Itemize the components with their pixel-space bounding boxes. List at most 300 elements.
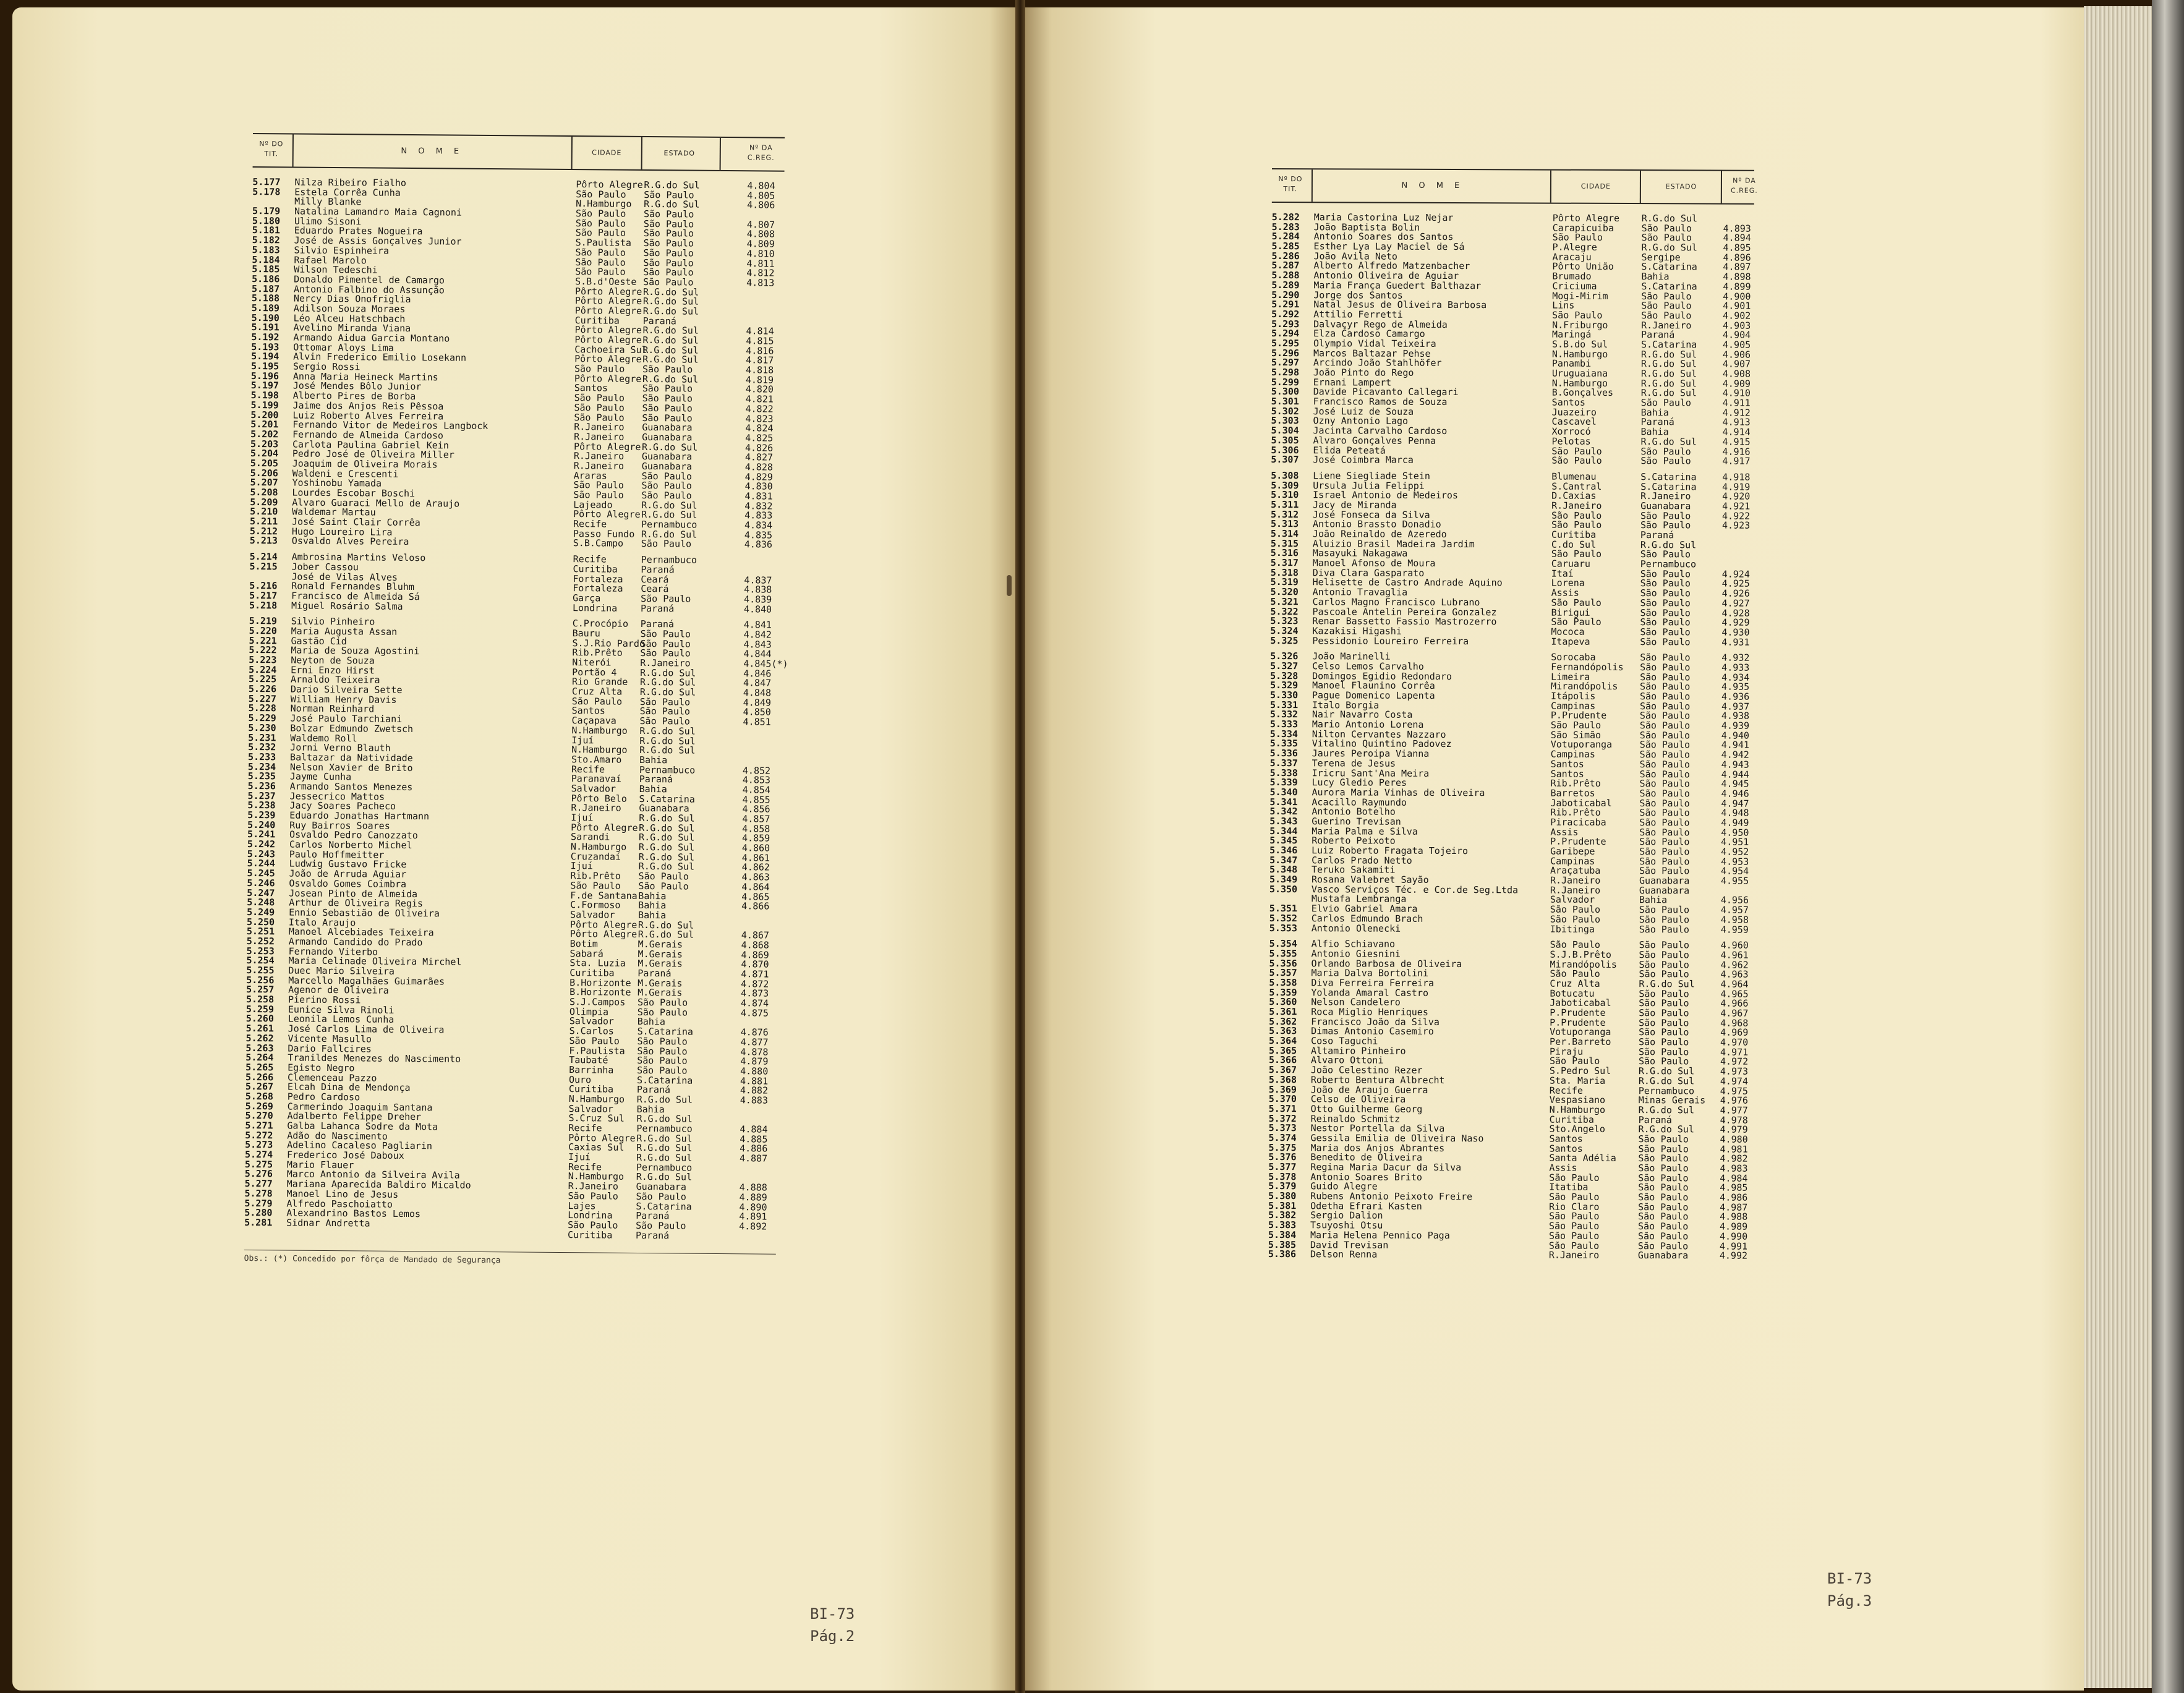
title-number: 5.323 bbox=[1270, 615, 1299, 627]
city: Ouro bbox=[568, 1073, 592, 1085]
member-name: Acacillo Raymundo bbox=[1312, 796, 1407, 808]
registration-number: 4.820 bbox=[745, 383, 774, 396]
city: R.Janeiro bbox=[1551, 500, 1602, 511]
state: São Paulo bbox=[1639, 1007, 1689, 1019]
registration-number: 4.813 bbox=[746, 277, 775, 289]
city: S.Cruz Sul bbox=[568, 1112, 625, 1125]
state: Bahia bbox=[638, 890, 667, 902]
title-number: 5.253 bbox=[246, 945, 275, 957]
member-name: Domingos Egidio Redondaro bbox=[1312, 670, 1452, 682]
registration-number: 4.924 bbox=[1721, 568, 1750, 580]
member-name: Jaures Peroipa Vianna bbox=[1312, 748, 1430, 760]
city: São Paulo bbox=[1552, 231, 1603, 244]
state: São Paulo bbox=[643, 257, 694, 269]
city: Assis bbox=[1550, 826, 1579, 838]
member-name: Carlos Edmundo Brach bbox=[1311, 913, 1423, 924]
member-name: Celso Lemos Carvalho bbox=[1312, 660, 1424, 672]
member-name: Alfredo Paschoiatto bbox=[286, 1197, 393, 1210]
registration-number bbox=[741, 1018, 784, 1019]
city: Campinas bbox=[1550, 700, 1596, 712]
title-number: 5.350 bbox=[1269, 883, 1298, 895]
title-number: 5.179 bbox=[252, 205, 281, 217]
registration-number: 4.984 bbox=[1720, 1172, 1748, 1184]
registration-number bbox=[746, 288, 790, 289]
registration-number: 4.887 bbox=[739, 1153, 768, 1164]
title-number: 5.272 bbox=[245, 1129, 273, 1141]
member-name: Neyton de Souza bbox=[291, 654, 375, 667]
bulletin-code: BI-73 bbox=[810, 1605, 855, 1623]
city: Rio Grande bbox=[571, 676, 628, 688]
state: S.Catarina bbox=[637, 1026, 693, 1038]
title-number: 5.260 bbox=[245, 1013, 274, 1025]
registration-number: 4.943 bbox=[1721, 759, 1749, 770]
member-name: Alberto Alfredo Matzenbacher bbox=[1313, 260, 1470, 272]
city: São Paulo bbox=[1551, 510, 1602, 521]
city: Criciuma bbox=[1552, 280, 1597, 292]
state: R.G.do Sul bbox=[638, 929, 694, 940]
registration-number: 4.919 bbox=[1722, 481, 1751, 493]
state: R.G.do Sul bbox=[642, 296, 699, 307]
title-number: 5.368 bbox=[1268, 1073, 1297, 1085]
member-name: Rafael Marolo bbox=[294, 254, 367, 266]
title-number: 5.182 bbox=[252, 234, 280, 246]
title-number: 5.320 bbox=[1270, 586, 1299, 598]
city: Itatiba bbox=[1549, 1181, 1589, 1193]
member-name: Armando Aidua Garcia Montano bbox=[293, 331, 450, 344]
title-number: 5.189 bbox=[251, 302, 280, 314]
registration-number: 4.972 bbox=[1720, 1055, 1749, 1068]
city: B.Horizonte bbox=[569, 986, 631, 999]
title-number: 5.192 bbox=[251, 331, 279, 343]
state: São Paulo bbox=[1638, 1143, 1689, 1154]
title-number: 5.248 bbox=[247, 897, 275, 908]
title-number: 5.185 bbox=[252, 263, 280, 275]
city: Xorrocó bbox=[1551, 425, 1591, 437]
state: São Paulo bbox=[1639, 836, 1690, 848]
state: São Paulo bbox=[1640, 681, 1691, 693]
registration-number: 4.981 bbox=[1720, 1143, 1748, 1155]
member-name: Ambrosina Martins Veloso bbox=[291, 551, 426, 564]
city: Pôrto Alegre bbox=[574, 305, 642, 317]
state: São Paulo bbox=[1639, 1017, 1689, 1029]
title-number: 5.336 bbox=[1269, 748, 1298, 759]
city: Rio Claro bbox=[1549, 1201, 1600, 1213]
registration-number: 4.894 bbox=[1723, 232, 1751, 244]
city: N.Hamburgo bbox=[1549, 1104, 1606, 1115]
state: R.G.do Sul bbox=[636, 1093, 693, 1106]
city: S.B.Campo bbox=[573, 537, 624, 550]
state: São Paulo bbox=[1638, 1211, 1689, 1222]
city: Maringá bbox=[1552, 328, 1592, 341]
member-name: Jorge dos Santos bbox=[1313, 289, 1403, 301]
city: São Paulo bbox=[575, 217, 626, 229]
registration-number: 4.825 bbox=[745, 432, 774, 444]
state: S.Catarina bbox=[1641, 261, 1697, 273]
member-name: Clemenceau Pazzo bbox=[287, 1072, 377, 1084]
registration-number: 4.896 bbox=[1723, 252, 1751, 263]
state: R.G.do Sul bbox=[639, 822, 695, 834]
city: R.Janeiro bbox=[573, 450, 625, 462]
registration-number: 4.978 bbox=[1720, 1114, 1748, 1126]
member-name: Eunice Silva Rinoli bbox=[288, 1004, 395, 1016]
state: São Paulo bbox=[1640, 636, 1691, 647]
member-name: Nilton Cervantes Nazzaro bbox=[1312, 728, 1446, 740]
title-number: 5.256 bbox=[246, 974, 275, 986]
title-number: 5.288 bbox=[1271, 270, 1300, 281]
city: S.B.do Sul bbox=[1551, 338, 1608, 350]
member-name: Armando Santos Menezes bbox=[289, 780, 413, 793]
city: N.Hamburgo bbox=[568, 1093, 625, 1105]
state: São Paulo bbox=[1639, 720, 1691, 731]
city: Carapicuiba bbox=[1552, 222, 1615, 234]
city: São Paulo bbox=[1548, 1230, 1600, 1242]
state: São Paulo bbox=[1641, 222, 1692, 234]
registration-number: 4.937 bbox=[1721, 701, 1750, 712]
title-number: 5.197 bbox=[250, 380, 279, 391]
member-name: Tsuyoshi Otsu bbox=[1310, 1219, 1383, 1231]
member-name: Manoel Alcebiades Teixeira bbox=[288, 926, 434, 939]
city: C.Procópio bbox=[572, 618, 629, 630]
city: São Paulo bbox=[1551, 548, 1602, 560]
city: Recife bbox=[573, 553, 607, 565]
member-name: Aurora Maria Vinhas de Oliveira bbox=[1312, 787, 1485, 799]
state: R.G.do Sul bbox=[1640, 377, 1697, 390]
member-name: Sidnar Andretta bbox=[286, 1217, 370, 1229]
title-number: 5.348 bbox=[1269, 864, 1298, 876]
member-name: Italo Araujo bbox=[288, 916, 356, 928]
city: P.Alegre bbox=[1552, 241, 1597, 253]
registration-number: 4.975 bbox=[1720, 1085, 1748, 1097]
city: São Paulo bbox=[1551, 616, 1602, 628]
city: Curitiba bbox=[574, 314, 620, 326]
city: Barretos bbox=[1550, 787, 1595, 799]
state: R.G.do Sul bbox=[641, 499, 697, 511]
title-number: 5.369 bbox=[1268, 1083, 1297, 1095]
member-name: Dario Silveira Sette bbox=[290, 683, 403, 696]
registration-number: 4.909 bbox=[1722, 378, 1751, 390]
state: Pernambuco bbox=[636, 1122, 693, 1135]
title-number: 5.328 bbox=[1270, 670, 1299, 681]
city: Jaboticabal bbox=[1550, 997, 1611, 1009]
city: São Paulo bbox=[1550, 968, 1600, 980]
city: São Paulo bbox=[568, 1190, 618, 1202]
city: Passo Fundo bbox=[573, 527, 635, 540]
registration-number bbox=[743, 737, 786, 738]
member-name: Norman Reinhard bbox=[290, 702, 375, 715]
city: Sta. Maria bbox=[1549, 1075, 1606, 1086]
state: São Paulo bbox=[1640, 578, 1691, 589]
registration-number: 4.892 bbox=[739, 1221, 767, 1232]
title-number: 5.353 bbox=[1269, 922, 1297, 934]
state: R.G.do Sul bbox=[636, 1132, 693, 1145]
registration-number: 4.869 bbox=[741, 949, 769, 961]
city: Rib.Prêto bbox=[572, 647, 623, 659]
registration-number: 4.946 bbox=[1721, 788, 1749, 800]
state: São Paulo bbox=[1639, 729, 1691, 741]
city: Pôrto Alegre bbox=[1552, 212, 1620, 224]
member-name: José Carlos Lima de Oliveira bbox=[288, 1023, 445, 1036]
registration-number: 4.882 bbox=[740, 1085, 769, 1096]
city: São Paulo bbox=[574, 411, 625, 424]
member-name: José Coimbra Marca bbox=[1313, 454, 1414, 466]
registration-number: 4.874 bbox=[740, 997, 769, 1009]
registration-number: 4.834 bbox=[744, 519, 773, 531]
state: São Paulo bbox=[1640, 607, 1691, 618]
state: São Paulo bbox=[1638, 1153, 1689, 1164]
state: Paraná bbox=[1641, 329, 1675, 341]
member-name: Carlos Norberto Michel bbox=[289, 838, 412, 851]
registration-number bbox=[741, 911, 785, 912]
title-number: 5.332 bbox=[1269, 709, 1299, 720]
registration-number: 4.897 bbox=[1723, 261, 1751, 273]
state: São Paulo bbox=[639, 706, 691, 718]
city: C.Formoso bbox=[570, 899, 621, 911]
title-number: 5.277 bbox=[244, 1178, 273, 1190]
registration-number: 4.922 bbox=[1722, 510, 1751, 522]
city: Niterói bbox=[572, 657, 612, 668]
state: R.G.do Sul bbox=[1640, 368, 1697, 380]
state: R.G.do Sul bbox=[642, 305, 699, 317]
title-number: 5.379 bbox=[1268, 1180, 1297, 1192]
state: São Paulo bbox=[1639, 923, 1690, 935]
city: Recife bbox=[568, 1122, 602, 1134]
state: São Paulo bbox=[1639, 855, 1690, 868]
header-num: Nº DO TIT. bbox=[259, 140, 284, 158]
member-name: Delson Renna bbox=[1310, 1248, 1378, 1260]
registration-number: 4.941 bbox=[1721, 739, 1749, 751]
header-nome: N O M E bbox=[401, 146, 464, 156]
registration-number: 4.812 bbox=[746, 267, 775, 279]
member-name: Manoel Flaunino Corrêa bbox=[1312, 680, 1435, 692]
page-number: Pág.2 bbox=[810, 1627, 855, 1645]
city: São Paulo bbox=[575, 208, 626, 220]
page-number: Pág.3 bbox=[1827, 1592, 1872, 1610]
member-name: Waldemar Martau bbox=[292, 506, 376, 518]
state: R.G.do Sul bbox=[639, 676, 696, 689]
registration-number: 4.991 bbox=[1719, 1240, 1748, 1252]
registration-number: 4.958 bbox=[1720, 914, 1749, 926]
member-name: Nercy Dias Onofriglia bbox=[293, 292, 411, 305]
title-number: 5.287 bbox=[1271, 260, 1300, 271]
city: R.Janeiro bbox=[574, 430, 625, 443]
state: Guanabara bbox=[641, 460, 693, 472]
city: Santos bbox=[1551, 396, 1585, 408]
right-table-body bbox=[1268, 213, 1754, 1261]
city: Pôrto Alegre bbox=[574, 285, 642, 297]
title-number: 5.352 bbox=[1269, 912, 1297, 924]
city: C.do Sul bbox=[1551, 539, 1597, 550]
city: Pôrto Alegre bbox=[574, 353, 642, 365]
title-number: 5.326 bbox=[1270, 650, 1299, 662]
title-number: 5.294 bbox=[1271, 328, 1300, 339]
title-number: 5.331 bbox=[1269, 699, 1299, 710]
city: São Paulo bbox=[573, 489, 624, 501]
state: São Paulo bbox=[643, 208, 694, 220]
state: Ceará bbox=[641, 583, 669, 595]
page-number-right bbox=[1827, 1567, 1872, 1612]
title-number: 5.351 bbox=[1269, 903, 1298, 915]
left-register-table bbox=[244, 133, 788, 1268]
member-name: Luiz Roberto Fragata Tojeiro bbox=[1312, 845, 1469, 857]
title-number: 5.286 bbox=[1271, 250, 1300, 262]
member-name: Antonio Oliveira de Aguiar bbox=[1313, 270, 1459, 282]
member-name: Coso Taguchi bbox=[1311, 1035, 1378, 1047]
title-number: 5.290 bbox=[1271, 289, 1300, 301]
title-number: 5.276 bbox=[244, 1168, 273, 1180]
header-num: Nº DO TIT. bbox=[1278, 175, 1303, 193]
title-number: 5.318 bbox=[1270, 566, 1299, 578]
city: D.Caxias bbox=[1551, 490, 1597, 502]
member-name: Fernando Viterbo bbox=[288, 945, 378, 958]
title-number: 5.177 bbox=[252, 176, 281, 188]
title-number: 5.298 bbox=[1271, 366, 1300, 378]
registration-number: 4.903 bbox=[1723, 320, 1751, 331]
title-number: 5.262 bbox=[245, 1032, 274, 1044]
city: Ibitinga bbox=[1550, 923, 1595, 935]
title-number: 5.364 bbox=[1269, 1035, 1297, 1047]
registration-number: 4.862 bbox=[741, 861, 770, 874]
title-number: 5.238 bbox=[247, 800, 276, 811]
registration-number: 4.855 bbox=[742, 793, 770, 806]
registration-number: 4.849 bbox=[743, 697, 772, 709]
registration-number: 4.847 bbox=[743, 677, 772, 689]
member-name: Waldeni e Crescenti bbox=[292, 467, 399, 480]
registration-number: 4.872 bbox=[741, 978, 769, 990]
registration-number: 4.893 bbox=[1723, 223, 1751, 234]
member-name: Rosana Valebret Sayão bbox=[1311, 874, 1429, 885]
member-name: Joaquim de Oliveira Morais bbox=[292, 458, 438, 471]
state: Paraná bbox=[1640, 416, 1674, 428]
state: São Paulo bbox=[1638, 1201, 1689, 1213]
title-number: 5.284 bbox=[1271, 231, 1300, 242]
title-number: 5.181 bbox=[252, 224, 280, 236]
city: Limeira bbox=[1551, 671, 1590, 683]
member-name: Benedito de Oliveira bbox=[1310, 1151, 1423, 1164]
title-number: 5.270 bbox=[245, 1110, 273, 1122]
state: R.G.do Sul bbox=[636, 1142, 693, 1154]
title-number: 5.247 bbox=[247, 887, 275, 898]
member-name: Jacy de Miranda bbox=[1313, 499, 1397, 511]
city: Campinas bbox=[1550, 855, 1595, 867]
member-name: Natalina Lamandro Maia Cagnoni bbox=[294, 205, 463, 218]
registration-number: 4.886 bbox=[740, 1143, 768, 1154]
state: São Paulo bbox=[637, 1035, 688, 1047]
state: Paraná bbox=[639, 774, 673, 785]
registration-number: 4.878 bbox=[740, 1046, 769, 1058]
registration-number: 4.810 bbox=[746, 248, 775, 260]
city: N.Hamburgo bbox=[570, 841, 627, 853]
state: São Paulo bbox=[1639, 787, 1690, 800]
registration-number: 4.859 bbox=[741, 832, 770, 844]
state: R.G.do Sul bbox=[642, 344, 699, 356]
title-number: 5.278 bbox=[244, 1187, 273, 1200]
title-number: 5.367 bbox=[1268, 1064, 1297, 1076]
registration-number: 4.827 bbox=[744, 451, 774, 463]
registration-number: 4.841 bbox=[743, 619, 772, 631]
city: São Paulo bbox=[1550, 939, 1600, 951]
page-number-left bbox=[810, 1603, 855, 1647]
registration-number: 4.836 bbox=[744, 539, 773, 551]
registration-number: 4.970 bbox=[1720, 1036, 1749, 1048]
member-name: Dalvaçyr Rego de Almeida bbox=[1313, 318, 1448, 330]
title-number: 5.279 bbox=[244, 1197, 273, 1209]
state: São Paulo bbox=[643, 237, 694, 249]
registration-number: 4.877 bbox=[740, 1036, 769, 1048]
registration-number: 4.876 bbox=[740, 1026, 769, 1038]
city: Sabará bbox=[569, 947, 604, 960]
title-number: 5.312 bbox=[1271, 508, 1299, 520]
registration-number: 4.832 bbox=[744, 500, 773, 512]
registration-number: 4.954 bbox=[1721, 865, 1749, 877]
registration-number: 4.912 bbox=[1722, 407, 1751, 419]
title-number: 5.265 bbox=[245, 1061, 274, 1073]
registration-number bbox=[743, 727, 786, 728]
city: P.Prudente bbox=[1550, 1017, 1606, 1028]
member-name: Sergio Rossi bbox=[292, 360, 360, 373]
member-name: Mario Antonio Lorena bbox=[1312, 719, 1424, 730]
member-name: Pague Domenico Lapenta bbox=[1312, 689, 1435, 701]
member-name: Orlando Barbosa de Oliveira bbox=[1311, 957, 1462, 970]
city: Pôrto Alegre bbox=[574, 372, 642, 385]
state: R.Janeiro bbox=[1640, 490, 1691, 502]
registration-number: 4.971 bbox=[1720, 1046, 1749, 1058]
registration-number bbox=[740, 1115, 783, 1116]
city: Pôrto Alegre bbox=[573, 440, 641, 453]
member-name: Adão do Nascimento bbox=[287, 1130, 388, 1142]
registration-number: 4.910 bbox=[1722, 387, 1751, 399]
state: São Paulo bbox=[1639, 987, 1689, 999]
title-number: 5.191 bbox=[251, 322, 279, 333]
city: Piracicaba bbox=[1550, 816, 1606, 828]
state: Paraná bbox=[635, 1229, 670, 1241]
title-number: 5.343 bbox=[1269, 815, 1298, 827]
member-name: Rubens Antonio Peixoto Freire bbox=[1310, 1190, 1473, 1203]
state: R.G.do Sul bbox=[1638, 1104, 1695, 1116]
title-number: 5.375 bbox=[1268, 1141, 1297, 1153]
title-number: 5.325 bbox=[1270, 634, 1299, 646]
title-number: 5.341 bbox=[1269, 796, 1298, 808]
title-number: 5.359 bbox=[1269, 986, 1297, 998]
member-name: Hugo Loureiro Lira bbox=[291, 526, 393, 538]
member-name: João Marinelli bbox=[1312, 650, 1391, 662]
member-name: Francisco Ramos de Souza bbox=[1313, 396, 1448, 408]
title-number: 5.250 bbox=[246, 916, 275, 928]
registration-number: 4.816 bbox=[746, 344, 774, 357]
registration-number: 4.963 bbox=[1720, 968, 1749, 980]
registration-number: 4.952 bbox=[1721, 846, 1749, 858]
city: Santos bbox=[571, 705, 605, 717]
city: Uruguaiana bbox=[1551, 367, 1608, 379]
member-name: Otto Guilherme Georg bbox=[1310, 1103, 1423, 1115]
member-name: Helisette de Castro Andrade Aquino bbox=[1312, 576, 1503, 589]
state: R.G.do Sul bbox=[638, 841, 695, 853]
city: S.Cantral bbox=[1551, 480, 1602, 492]
member-name: Nelson Xavier de Brito bbox=[289, 761, 413, 774]
member-name: Celso de Oliveira bbox=[1310, 1093, 1406, 1105]
state: Ceará bbox=[641, 573, 669, 585]
table-header bbox=[1272, 168, 1758, 205]
state: São Paulo bbox=[1639, 826, 1690, 838]
registration-number: 4.908 bbox=[1722, 368, 1751, 380]
registration-number: 4.808 bbox=[746, 228, 775, 241]
member-name: João de Arruda Aguiar bbox=[289, 868, 407, 881]
state: Bahia bbox=[638, 900, 667, 911]
state: Paraná bbox=[640, 618, 675, 630]
member-name: Vicente Masullo bbox=[288, 1033, 372, 1045]
state: R.G.do Sul bbox=[638, 851, 695, 863]
city: Santos bbox=[1550, 758, 1584, 770]
registration-number: 4.979 bbox=[1720, 1124, 1748, 1135]
